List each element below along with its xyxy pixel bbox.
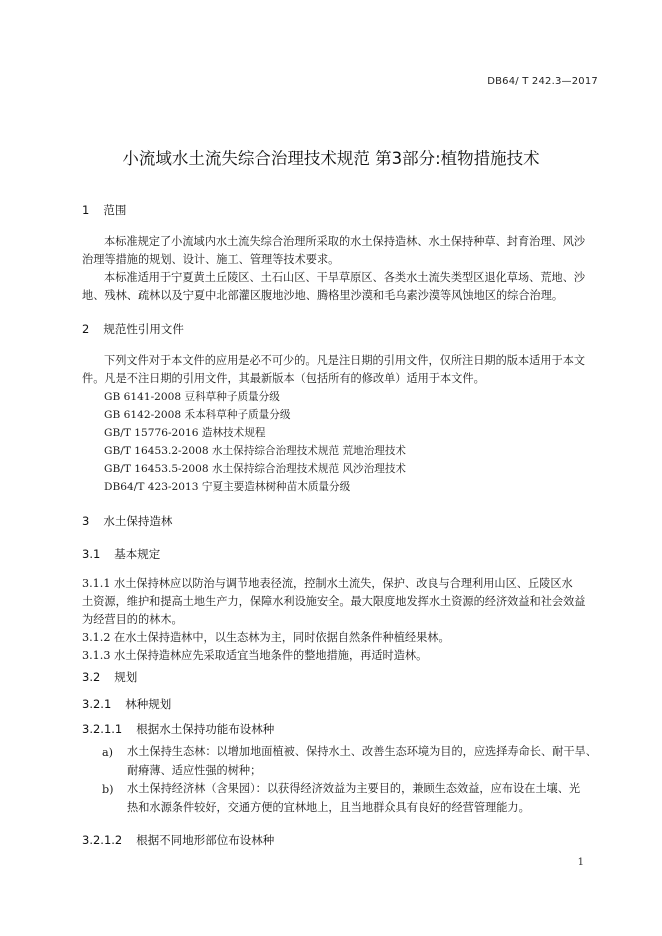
paragraph-line: 件。凡是不注日期的引用文件，其最新版本（包括所有的修改单）适用于本文件。	[82, 372, 485, 385]
list-item-a-line: 水土保持生态林：以增加地面植被、保持水土、改善生态环境为目的，应选择寿命长、耐干旱、	[127, 745, 597, 758]
section-title: 根据不同地形部位布设林种	[136, 833, 275, 847]
section-title: 水土保持造林	[103, 514, 173, 528]
reference-item: GB 6141-2008 豆科草种子质量分级	[104, 391, 280, 403]
section-number: 1	[82, 203, 90, 217]
subsection-3-2-1-heading	[82, 696, 171, 712]
clause-3-1-1-line: 为经营目的的林木。	[82, 613, 183, 626]
list-item-b-line: 热和水源条件较好，交通方便的宜林地上，且当地群众具有良好的经营管理能力。	[127, 801, 530, 814]
reference-item: GB/T 15776-2016 造林技术规程	[104, 427, 266, 439]
reference-item: GB/T 16453.5-2008 水土保持综合治理技术规范 风沙治理技术	[104, 463, 407, 475]
section-number: 3.1	[82, 547, 101, 561]
page-title: 小流域水土流失综合治理技术规范 第3部分:植物措施技术	[122, 149, 540, 168]
paragraph-line: 地、残林、疏林以及宁夏中北部灌区腹地沙地、腾格里沙漠和毛乌素沙漠等风蚀地区的综合治理。	[82, 289, 564, 302]
section-2-heading	[82, 321, 184, 337]
subsection-3-1-heading	[82, 546, 160, 562]
paragraph-line: 下列文件对于本文件的应用是必不可少的。凡是注日期的引用文件，仅所注日期的版本适用于本文	[104, 354, 586, 367]
paragraph-line: 本标准规定了小流域内水土流失综合治理所采取的水土保持造林、水土保持种草、封育治理、风沙	[104, 235, 586, 248]
list-label-b: b)	[102, 783, 114, 796]
section-title: 根据水土保持功能布设林种	[136, 722, 275, 736]
standard-code: DB64/ T 242.3—2017	[487, 76, 598, 87]
section-title: 规范性引用文件	[103, 322, 184, 336]
list-label-a: a)	[102, 746, 114, 759]
section-1-heading	[82, 202, 126, 218]
subsection-3-2-1-2-heading	[82, 832, 274, 848]
reference-item: GB 6142-2008 禾本科草种子质量分级	[104, 409, 291, 421]
reference-item: DB64/T 423-2013 宁夏主要造林树种苗木质量分级	[104, 481, 351, 493]
list-item-a-line: 耐瘠薄、适应性强的树种；	[127, 764, 262, 777]
section-title: 范围	[103, 203, 127, 217]
paragraph-line: 本标准适用于宁夏黄土丘陵区、土石山区、干旱草原区、各类水土流失类型区退化草场、荒地、沙	[104, 271, 586, 284]
reference-item: GB/T 16453.2-2008 水土保持综合治理技术规范 荒地治理技术	[104, 445, 407, 457]
section-3-heading	[82, 513, 172, 529]
clause-3-1-2: 3.1.2 在水土保持造林中，以生态林为主，同时依据自然条件种植经果林。	[82, 631, 450, 644]
section-title: 基本规定	[114, 547, 161, 561]
section-title: 规划	[114, 670, 138, 684]
clause-3-1-1-line: 3.1.1 水土保持林应以防治与调节地表径流，控制水土流失，保护、改良与合理利用山区、丘陵区水	[82, 577, 573, 590]
section-number: 2	[82, 322, 90, 336]
section-number: 3.2	[82, 670, 101, 684]
subsection-3-2-1-1-heading	[82, 721, 274, 737]
clause-3-1-1-line: 土资源，维护和提高土地生产力，保障水利设施安全。最大限度地发挥水土资源的经济效益和社会效益	[82, 595, 586, 608]
subsection-3-2-heading	[82, 669, 137, 685]
section-number: 3.2.1.1	[82, 722, 123, 736]
section-number: 3.2.1.2	[82, 833, 123, 847]
list-item-b-line: 水土保持经济林（含果园）：以获得经济效益为主要目的，兼顾生态效益，应布设在土壤、光	[127, 782, 581, 795]
section-number: 3.2.1	[82, 697, 112, 711]
section-number: 3	[82, 514, 90, 528]
section-title: 林种规划	[125, 697, 172, 711]
paragraph-line: 治理等措施的规划、设计、施工、管理等技术要求。	[82, 253, 340, 266]
clause-3-1-3: 3.1.3 水土保持造林应先采取适宜当地条件的整地措施，再适时造林。	[82, 649, 428, 662]
page-number: 1	[577, 857, 584, 868]
